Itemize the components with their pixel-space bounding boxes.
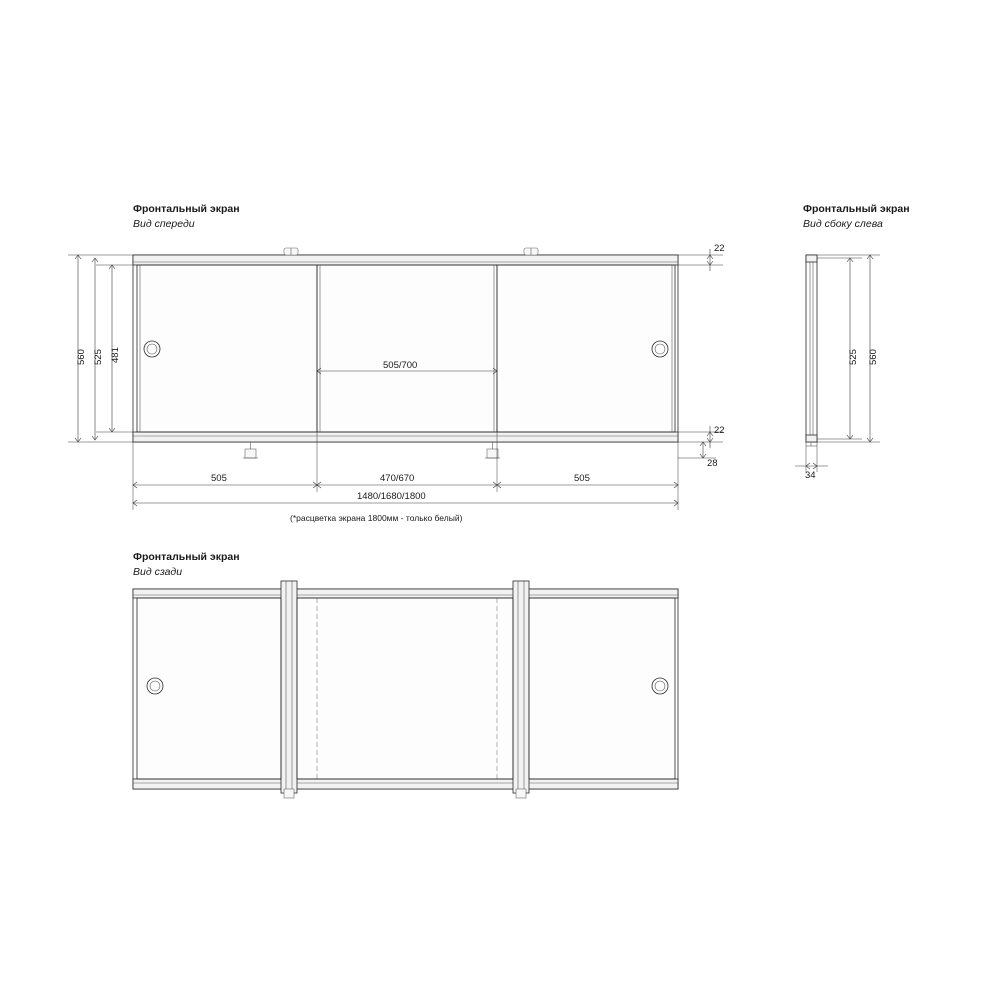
dim-front-total-width: 1480/1680/1800 <box>357 491 426 502</box>
dim-front-panel-right: 505 <box>574 473 590 484</box>
dim-front-center-opening: 505/700 <box>383 360 418 371</box>
side-view-title: Фронтальный экран <box>803 203 910 215</box>
dim-front-top-rail: 22 <box>714 243 725 254</box>
dim-front-height-outer: 560 <box>76 349 87 365</box>
dim-front-height-inner: 481 <box>110 347 121 363</box>
color-note: (*расцветка экрана 1800мм - только белый) <box>290 513 463 523</box>
back-view-title: Фронтальный экран <box>133 551 240 563</box>
dim-side-height-outer: 560 <box>868 349 879 365</box>
dim-front-foot: 28 <box>707 458 718 469</box>
dim-side-depth: 34 <box>805 470 816 481</box>
dim-side-height-mid: 525 <box>848 349 859 365</box>
dim-front-panel-left: 505 <box>211 473 227 484</box>
side-view-subtitle: Вид сбоку слева <box>803 218 883 230</box>
front-view-title: Фронтальный экран <box>133 203 240 215</box>
dim-front-panel-center: 470/670 <box>380 473 415 484</box>
dim-front-bottom-rail: 22 <box>714 425 725 436</box>
dim-front-height-mid: 525 <box>93 349 104 365</box>
front-view-subtitle: Вид спереди <box>133 218 195 230</box>
back-view-subtitle: Вид сзади <box>133 566 183 578</box>
